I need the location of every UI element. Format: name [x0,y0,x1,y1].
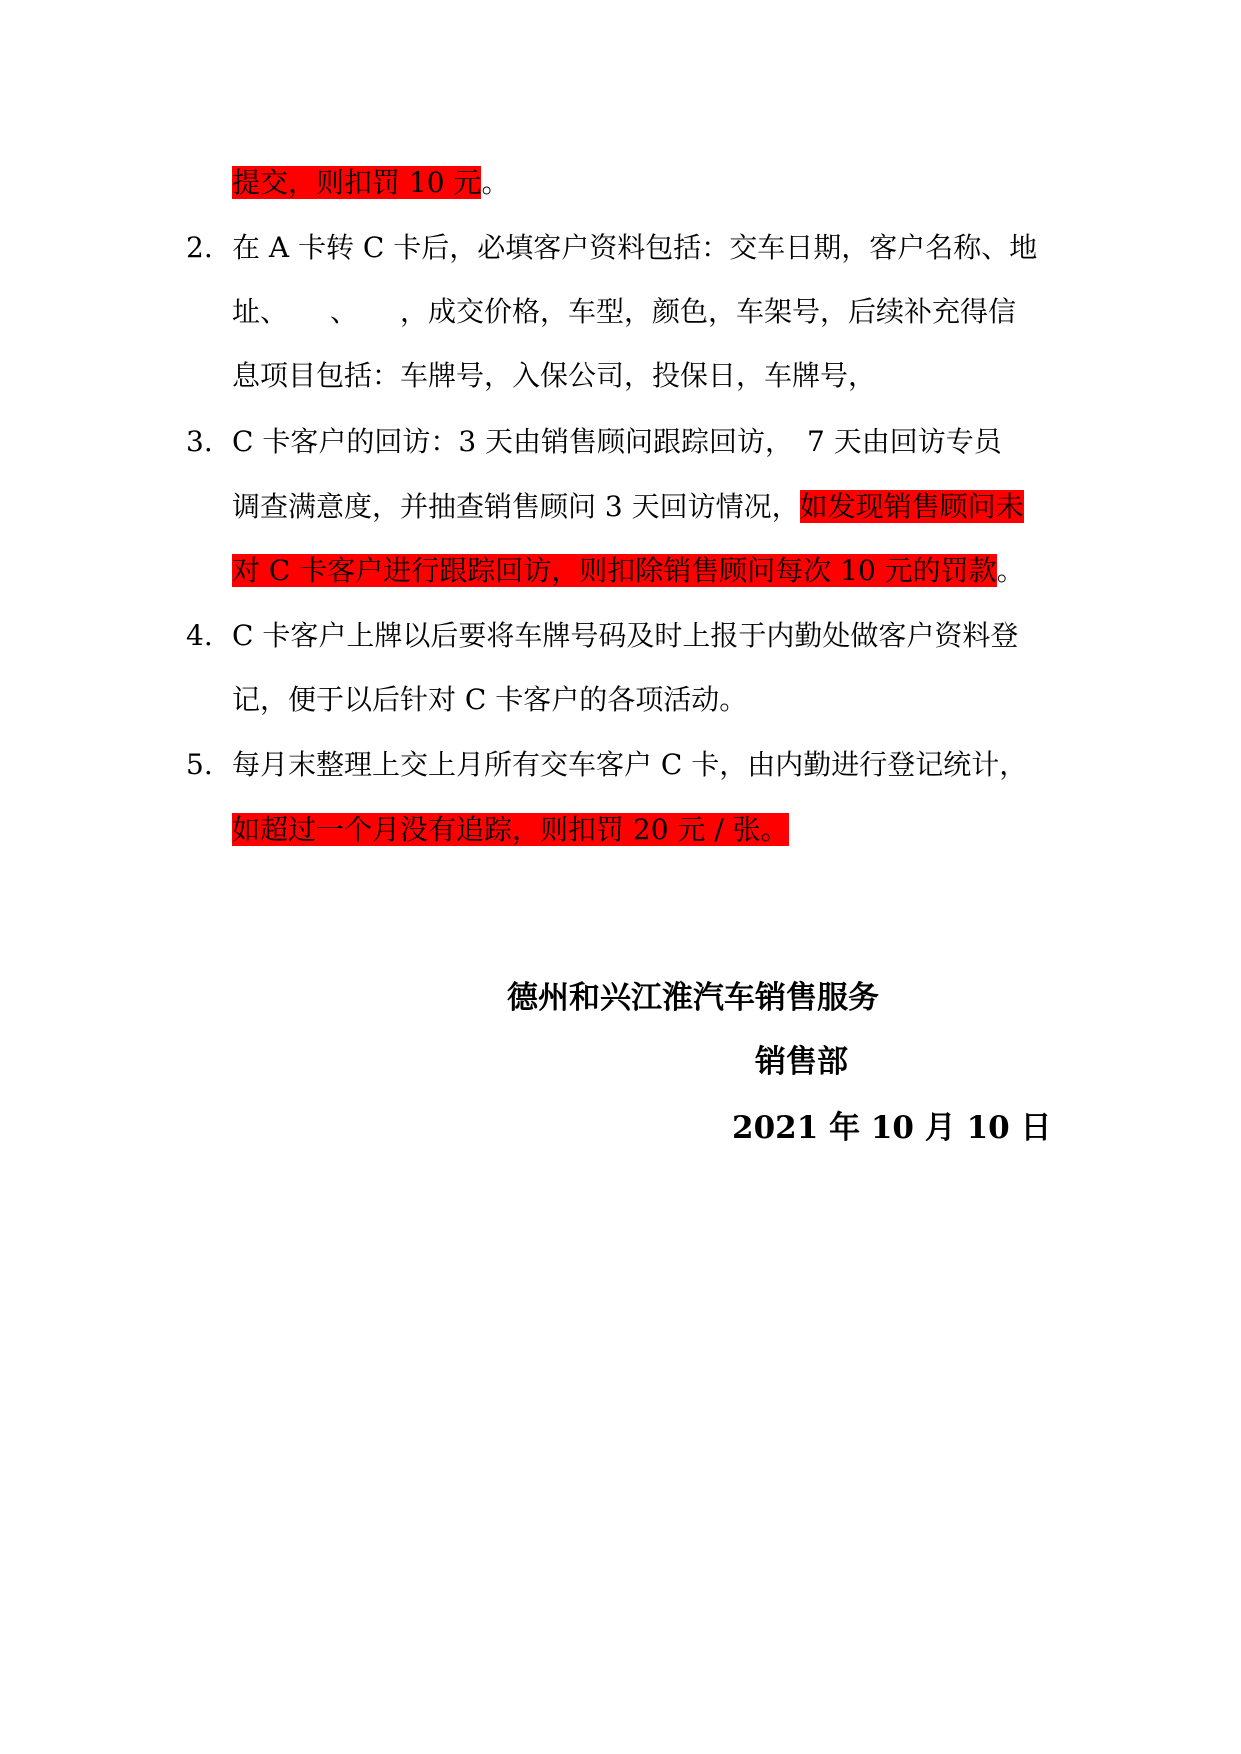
text-span: C 卡客户的回访：3 天由销售顾问跟踪回访， 7 天由回访专员 [232,425,1002,458]
text-span: C 卡客户上牌以后要将车牌号码及时上报于内勤处做客户资料登 [232,619,1019,652]
signature-date: 2021 年 10 月 10 日 [732,1110,1052,1146]
signature-company: 德州和兴江淮汽车销售服务 [507,980,879,1016]
text-span: 调查满意度，并抽查销售顾问 3 天回访情况， [232,490,800,523]
text-span: 在 A 卡转 C 卡后，必填客户资料包括：交车日期，客户名称、地 [232,231,1038,264]
text-span: 每月末整理上交上月所有交车客户 C 卡，由内勤进行登记统计， [232,748,1028,781]
signature-department: 销售部 [755,1044,848,1080]
text-span: 。 [481,166,510,199]
list-number: 2. [186,231,213,264]
highlighted-text: 如超过一个月没有追踪，则扣罚 20 元 / 张。 [232,813,789,846]
list-number: 5. [186,748,213,781]
text-span: 址、 、 ，成交价格，车型，颜色，车架号，后续补充得信 [232,295,1017,328]
text-span: 记，便于以后针对 C 卡客户的各项活动。 [232,683,748,716]
highlighted-text: 提交，则扣罚 10 元 [232,166,482,199]
highlighted-text: 对 C 卡客户进行跟踪回访，则扣除销售顾问每次 10 元的罚款 [232,554,997,587]
list-number: 4. [186,619,213,652]
text-span: 。 [996,554,1025,587]
highlighted-text: 如发现销售顾问未 [799,490,1024,523]
text-span: 息项目包括：车牌号，入保公司，投保日，车牌号， [232,359,877,392]
list-number: 3. [186,425,213,458]
